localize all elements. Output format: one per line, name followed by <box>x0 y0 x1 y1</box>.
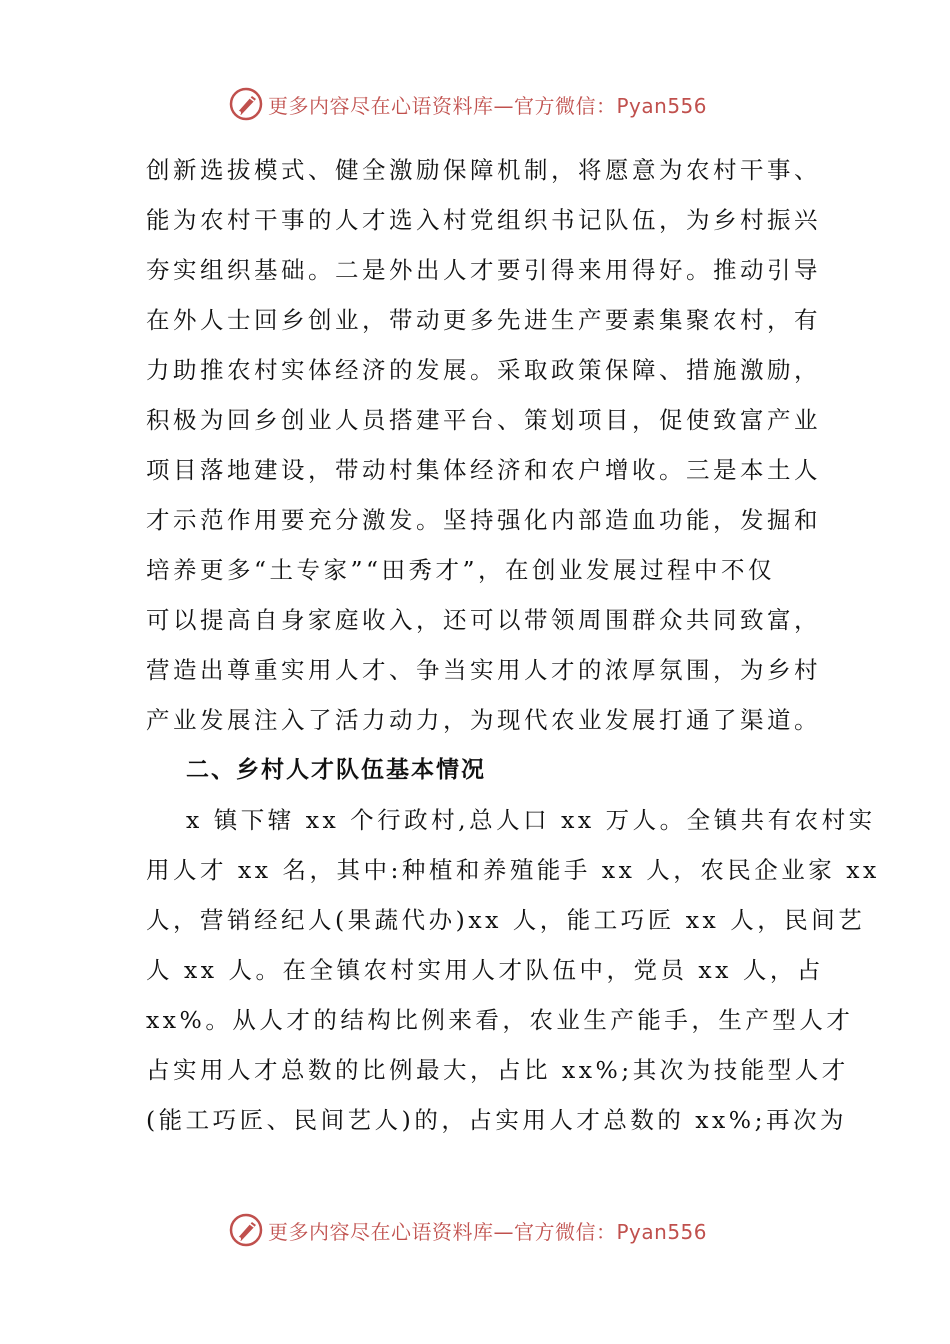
document-body <box>146 145 880 1145</box>
paragraph-line: (能工巧匠、民间艺人)的，占实用人才总数的 xx%;再次为 <box>146 1106 848 1134</box>
banner-text: 更多内容尽在心语资料库—官方微信：Pyan556 <box>268 93 708 118</box>
paragraph-line: x 镇下辖 xx 个行政村,总人口 xx 万人。全镇共有农村实 <box>186 806 876 834</box>
paragraph-line: 用人才 xx 名，其中:种植和养殖能手 xx 人，农民企业家 xx <box>146 856 880 884</box>
paragraph-line: 产业发展注入了活力动力，为现代农业发展打通了渠道。 <box>146 706 821 734</box>
paragraph-line: 营造出尊重实用人才、争当实用人才的浓厚氛围，为乡村 <box>146 656 821 684</box>
pen-circle-icon <box>228 1212 264 1248</box>
paragraph-line: xx%。从人才的结构比例来看，农业生产能手，生产型人才 <box>146 1006 854 1034</box>
banner-text: 更多内容尽在心语资料库—官方微信：Pyan556 <box>268 1219 708 1244</box>
paragraph-line: 力助推农村实体经济的发展。采取政策保障、措施激励， <box>146 356 821 384</box>
paragraph-line: 可以提高自身家庭收入，还可以带领周围群众共同致富， <box>146 606 821 634</box>
section-heading: 二、乡村人才队伍基本情况 <box>186 757 486 783</box>
paragraph-line: 积极为回乡创业人员搭建平台、策划项目，促使致富产业 <box>146 406 821 434</box>
paragraph-line: 人 xx 人。在全镇农村实用人才队伍中，党员 xx 人，占 <box>146 956 824 984</box>
paragraph-line: 才示范作用要充分激发。坚持强化内部造血功能，发掘和 <box>146 506 821 534</box>
paragraph-line: 培养更多“土专家”“田秀才”，在创业发展过程中不仅 <box>146 556 776 584</box>
paragraph-line: 人，营销经纪人(果蔬代办)xx 人，能工巧匠 xx 人，民间艺 <box>146 906 866 934</box>
paragraph-line: 创新选拔模式、健全激励保障机制，将愿意为农村干事、 <box>146 156 821 184</box>
paragraph-line: 占实用人才总数的比例最大，占比 xx%;其次为技能型人才 <box>146 1056 849 1084</box>
paragraph-line: 夯实组织基础。二是外出人才要引得来用得好。推动引导 <box>146 256 821 284</box>
paragraph-line: 能为农村干事的人才选入村党组织书记队伍，为乡村振兴 <box>146 206 821 234</box>
footer-banner <box>228 1210 707 1250</box>
header-banner <box>228 84 707 124</box>
pen-circle-icon <box>228 86 264 122</box>
paragraph-line: 在外人士回乡创业，带动更多先进生产要素集聚农村，有 <box>146 306 821 334</box>
paragraph-line: 项目落地建设，带动村集体经济和农户增收。三是本土人 <box>146 456 821 484</box>
